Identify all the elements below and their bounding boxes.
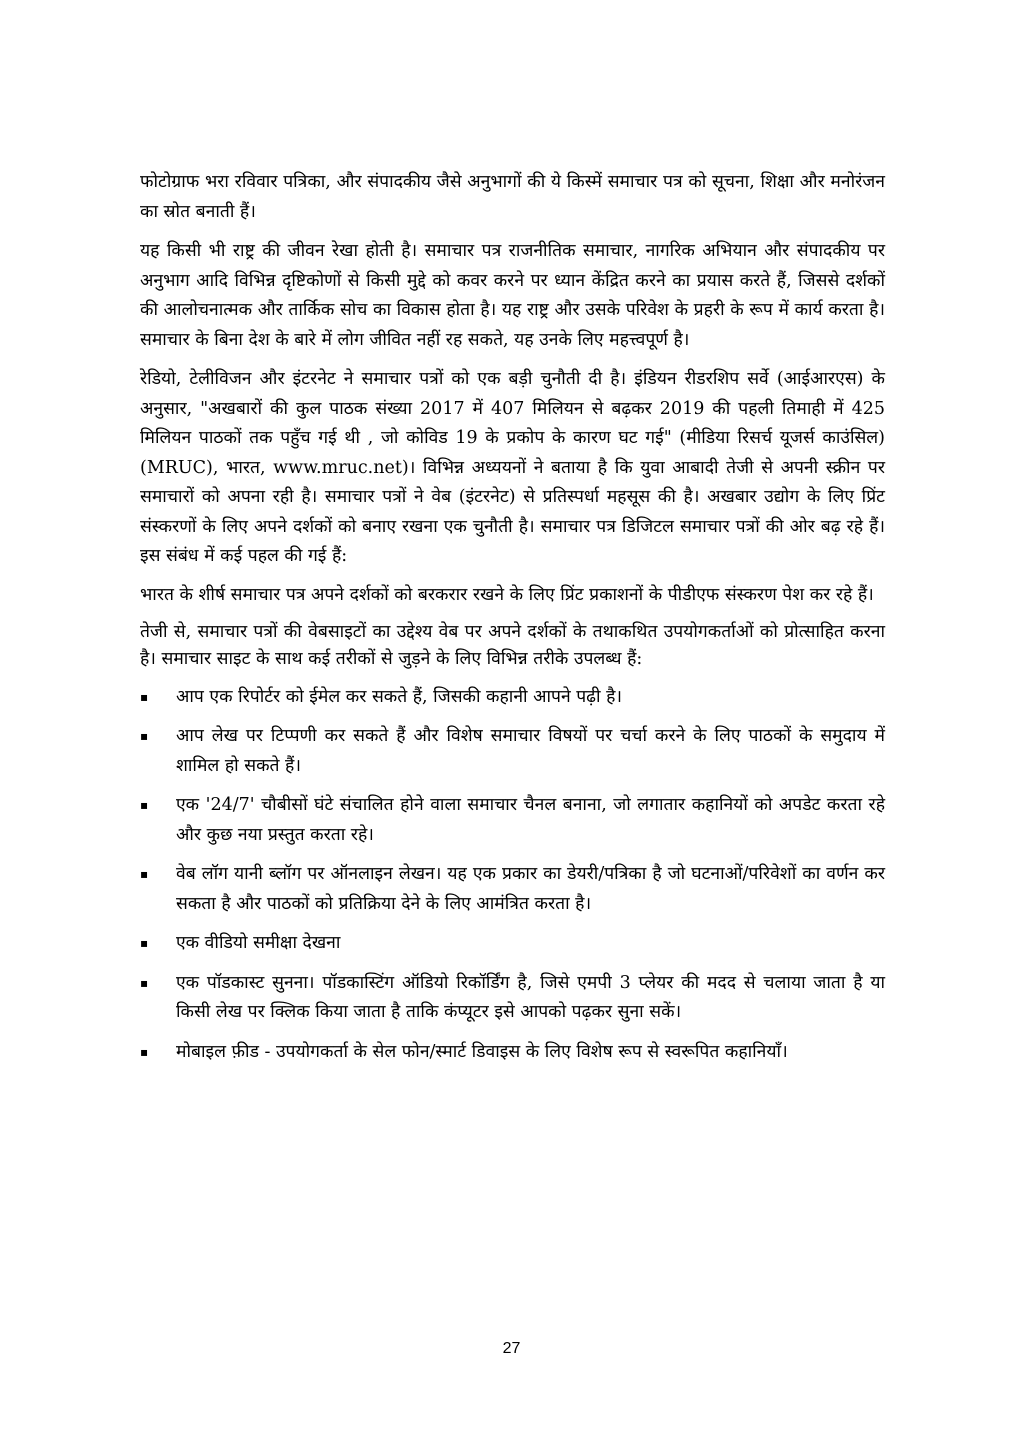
list-item-text: एक पॉडकास्ट सुनना। पॉडकास्टिंग ऑडियो रिकॉर्डिंग है, जिसे एमपी 3 प्लेयर की मदद से चलाया जाता है या किसी लेख पर क्लिक किया जाता है ताकि कंप्यूटर इसे आपको पढ़कर सुना सकें।: [176, 972, 885, 1022]
list-item-text: आप एक रिपोर्टर को ईमेल कर सकते हैं, जिसकी कहानी आपने पढ़ी है।: [176, 686, 623, 707]
list-item-text: मोबाइल फ़ीड - उपयोगकर्ता के सेल फोन/स्मार्ट डिवाइस के लिए विशेष रूप से स्वरूपित कहानियाँ।: [176, 1041, 788, 1062]
paragraph-media-varieties: फोटोग्राफ भरा रविवार पत्रिका, और संपादकीय जैसे अनुभागों की ये किस्में समाचार पत्र को सूचना, शिक्षा और मनोरंजन का स्रोत बनाती हैं।: [140, 172, 885, 222]
list-item: [140, 683, 885, 713]
bullet-square-icon: ▪: [140, 975, 149, 990]
paragraph-websites: तेजी से, समाचार पत्रों की वेबसाइटों का उद्देश्य वेब पर अपने दर्शकों के तथाकथित उपयोगकर्ताओं को प्रोत्साहित करना है। समाचार साइट के साथ कई तरीकों से जुड़ने के लिए विभिन्न तरीके उपलब्ध हैं:: [140, 621, 885, 669]
list-item: [140, 722, 885, 781]
list-item: [140, 1038, 885, 1068]
list-item: [140, 929, 885, 959]
bullet-square-icon: ▪: [140, 1044, 149, 1059]
list-item-text: एक वीडियो समीक्षा देखना: [176, 933, 341, 953]
list-item: [140, 791, 885, 850]
paragraph-lifeline: यह किसी भी राष्ट्र की जीवन रेखा होती है। समाचार पत्र राजनीतिक समाचार, नागरिक अभियान और संपादकीय पर अनुभाग आदि विभिन्न दृष्टिकोणों से किसी मुद्दे को कवर करने पर ध्यान केंद्रित करने का प्रयास करते हैं, जिससे दर्शकों की आलोचनात्मक और तार्किक सोच का विकास होता है। यह राष्ट्र और उसके परिवेश के प्रहरी के रूप में कार्य करता है। समाचार के बिना देश के बारे में लोग जीवित नहीं रह सकते, यह उनके लिए महत्त्वपूर्ण है।: [140, 241, 885, 350]
page-number: 27: [502, 1340, 521, 1357]
bullet-square-icon: ▪: [140, 867, 149, 881]
list-item-text: एक '24/7' चौबीसों घंटे संचालित होने वाला समाचार चैनल बनाना, जो लगातार कहानियों को अपडेट करता रहे और कुछ नया प्रस्तुत करता रहे।: [176, 795, 885, 845]
list-item-text: वेब लॉग यानी ब्लॉग पर ऑनलाइन लेखन। यह एक प्रकार का डेयरी/पत्रिका है जो घटनाओं/परिवेशों का वर्णन कर सकता है और पाठकों को प्रतिक्रिया देने के लिए आमंत्रित करता है।: [176, 864, 885, 914]
paragraph-challenges: रेडियो, टेलीविजन और इंटरनेट ने समाचार पत्रों को एक बड़ी चुनौती दी है। इंडियन रीडरशिप सर्वे (आईआरएस) के अनुसार, "अखबारों की कुल पाठक संख्या 2017 में 407 मिलियन से बढ़कर 2019 की पहली तिमाही में 425 मिलियन पाठकों तक पहुँच गई थी , जो कोविड 19 के प्रकोप के कारण घट गई" (मीडिया रिसर्च यूजर्स काउंसिल) (MRUC), भारत, www.mruc.net)। विभिन्न अध्ययनों ने बताया है कि युवा आबादी तेजी से अपनी स्क्रीन पर समाचारों को अपना रही है। समाचार पत्रों ने वेब (इंटरनेट) से प्रतिस्पर्धा महसूस की है। अखबार उद्योग के लिए प्रिंट संस्करणों के लिए अपने दर्शकों को बनाए रखना एक चुनौती है। समाचार पत्र डिजिटल समाचार पत्रों की ओर बढ़ रहे हैं। इस संबंध में कई पहल की गई हैं:: [140, 369, 885, 566]
bullet-square-icon: ▪: [140, 729, 149, 743]
engagement-list: [140, 683, 885, 1068]
bullet-square-icon: ▪: [140, 798, 149, 812]
bullet-square-icon: ▪: [140, 936, 149, 950]
list-item-text: आप लेख पर टिप्पणी कर सकते हैं और विशेष समाचार विषयों पर चर्चा करने के लिए पाठकों के समुदाय में शामिल हो सकते हैं।: [176, 726, 885, 776]
list-item: [140, 860, 885, 919]
page-body: [140, 168, 885, 1077]
paragraph-pdf-editions: भारत के शीर्ष समाचार पत्र अपने दर्शकों को बरकरार रखने के लिए प्रिंट प्रकाशनों के पीडीएफ संस्करण पेश कर रहे हैं।: [140, 584, 874, 605]
bullet-square-icon: ▪: [140, 689, 149, 704]
list-item: [140, 969, 885, 1028]
